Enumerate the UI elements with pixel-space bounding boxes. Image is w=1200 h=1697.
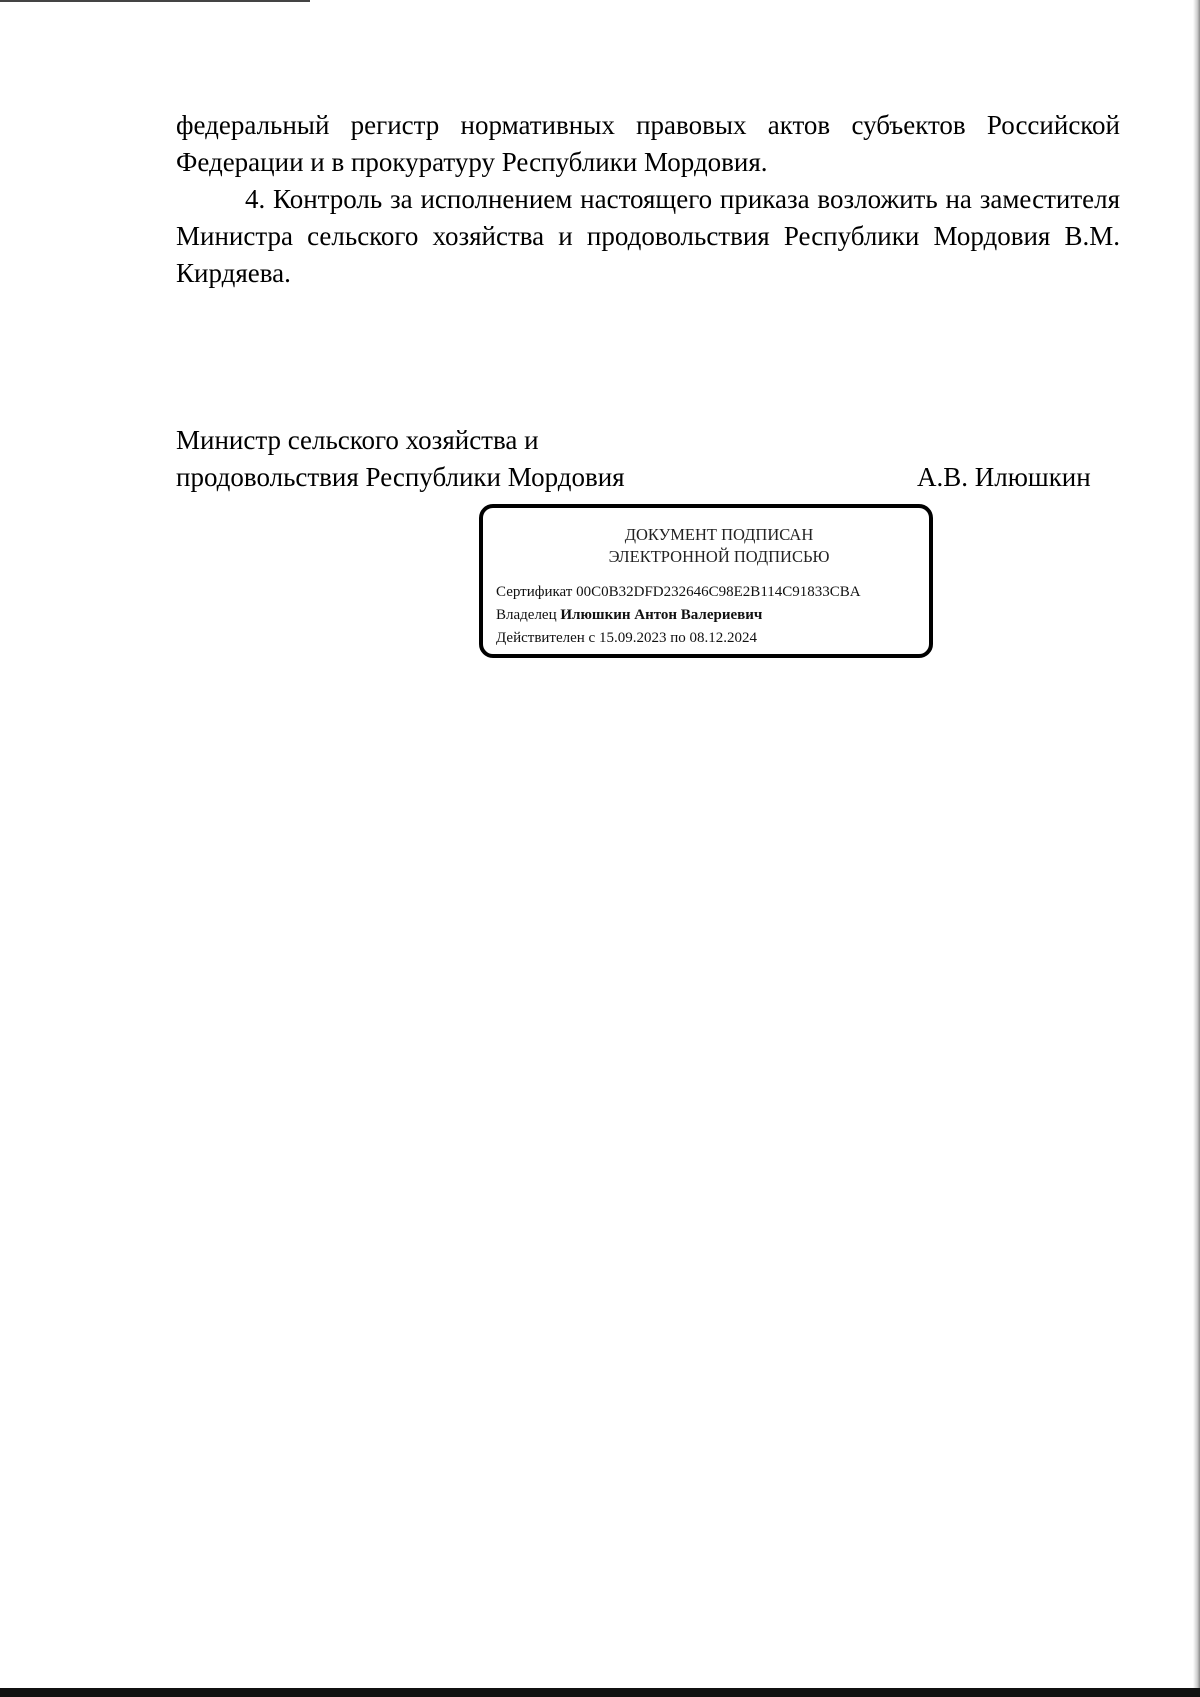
stamp-owner-label: Владелец <box>496 607 557 623</box>
stamp-header <box>483 524 929 568</box>
scan-top-edge-line <box>0 0 310 2</box>
signer-position-line-1: Министр сельского хозяйства и <box>176 425 539 455</box>
signer-position-line-2: продовольствия Республики Мордовия <box>176 462 625 492</box>
scan-right-edge-shadow <box>1193 0 1200 1697</box>
scan-bottom-edge-band <box>0 1688 1200 1697</box>
stamp-header-line-2: ЭЛЕКТРОННОЙ ПОДПИСЬЮ <box>608 547 830 566</box>
stamp-owner-row <box>496 604 936 627</box>
stamp-owner-value: Илюшкин Антон Валериевич <box>560 607 763 623</box>
document-body <box>176 107 1120 292</box>
stamp-validity-label: Действителен с <box>496 630 596 646</box>
stamp-certificate-value: 00C0B32DFD232646C98E2B114C91833CBA <box>576 584 861 600</box>
stamp-certificate-label: Сертификат <box>496 584 573 600</box>
paragraph-control-clause: 4. Контроль за исполнением настоящего приказа возложить на заместителя Министра сельского хозяйства и продовольствия Республики Мордовия В.М. Кирдяева. <box>176 184 1120 288</box>
stamp-details <box>496 581 936 650</box>
stamp-header-line-1: ДОКУМЕНТ ПОДПИСАН <box>624 525 814 544</box>
signer-position <box>176 422 736 496</box>
paragraph-continuation: федеральный регистр нормативных правовых актов субъектов Российской Федерации и в прокуратуру Республики Мордовия. <box>176 110 1120 177</box>
stamp-valid-to: 08.12.2024 <box>689 630 757 646</box>
stamp-valid-from: 15.09.2023 <box>598 630 667 646</box>
stamp-valid-to-label: по <box>670 630 686 646</box>
stamp-certificate-row <box>496 581 936 604</box>
electronic-signature-stamp <box>479 504 933 658</box>
signer-name: А.В. Илюшкин <box>917 462 1091 492</box>
stamp-validity-row <box>496 627 936 650</box>
